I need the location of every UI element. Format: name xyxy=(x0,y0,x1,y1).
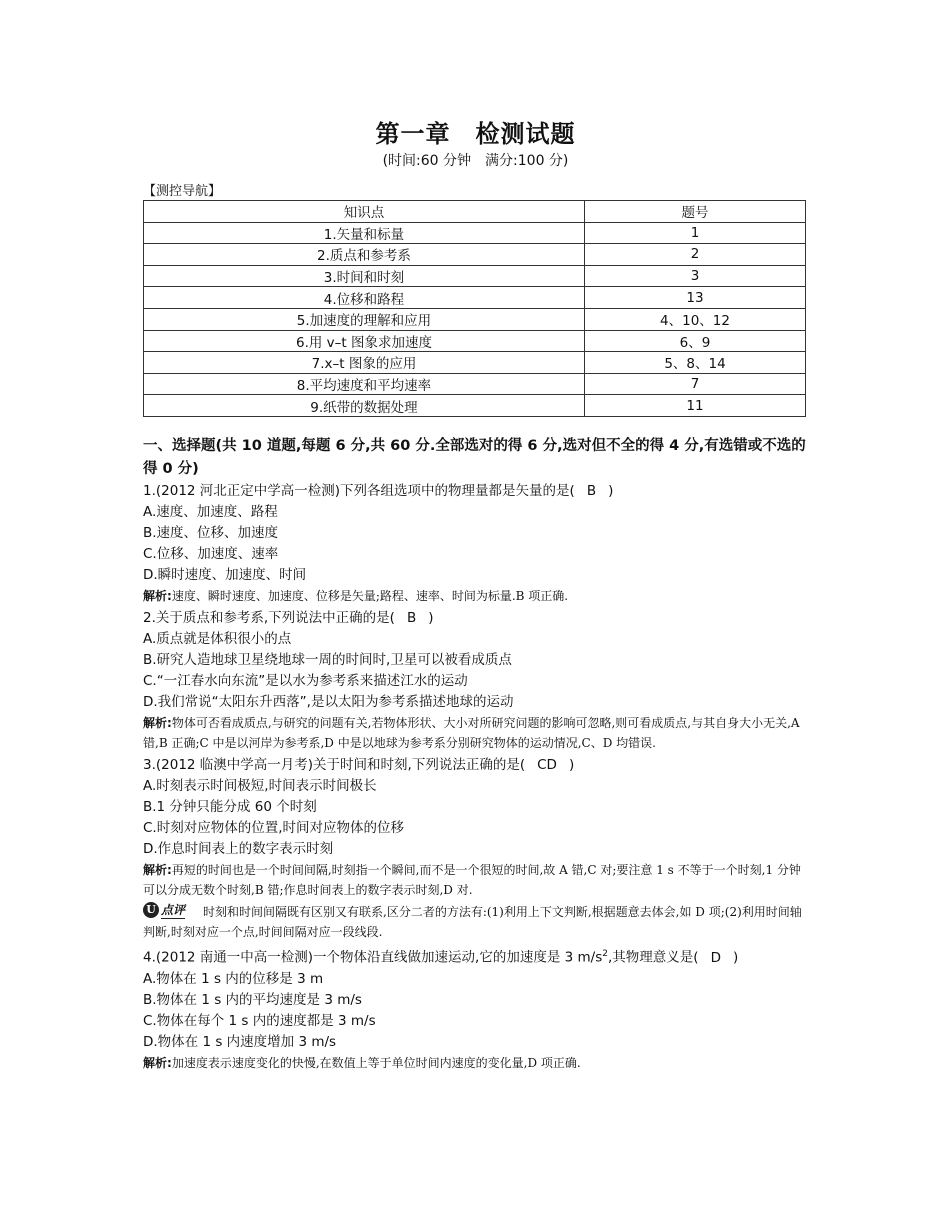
question-text: 4.(2012 南通一中高一检测)一个物体沿直线做加速运动,它的加速度是 3 m/s xyxy=(143,949,603,966)
explanation-label: 解析: xyxy=(143,716,172,731)
question-text: 1.(2012 河北正定中学高一检测)下列各组选项中的物理量都是矢量的是( xyxy=(143,482,575,499)
option-b: B.研究人造地球卫星绕地球一周的时间时,卫星可以被看成质点 xyxy=(143,652,512,669)
option-c: C.“一江春水向东流”是以水为参考系来描述江水的运动 xyxy=(143,673,468,690)
option-b: B.物体在 1 s 内的平均速度是 3 m/s xyxy=(143,991,362,1008)
comment-badge-text: 点评 xyxy=(161,903,186,918)
option-d: D.物体在 1 s 内速度增加 3 m/s xyxy=(143,1033,337,1050)
numbers-cell: 1 xyxy=(585,222,806,244)
table-row xyxy=(144,352,806,374)
option-a: A.速度、加速度、路程 xyxy=(143,503,278,520)
topic-cell: 2.质点和参考系 xyxy=(144,244,585,266)
document-page xyxy=(143,118,808,1075)
paren-close: ) xyxy=(608,482,614,499)
table-row xyxy=(144,287,806,309)
question-text: 3.(2012 临澳中学高一月考)关于时间和时刻,下列说法正确的是( xyxy=(143,757,526,774)
question-2-stem xyxy=(143,608,808,629)
question-3-stem xyxy=(143,755,808,776)
superscript: 2 xyxy=(602,949,608,960)
option-c: C.位移、加速度、速率 xyxy=(143,545,279,562)
option-d: D.瞬时速度、加速度、时间 xyxy=(143,566,307,583)
option-d: D.作息时间表上的数字表示时刻 xyxy=(143,841,334,858)
topic-cell: 1.矢量和标量 xyxy=(144,222,585,244)
question-text-tail: ,其物理意义是( xyxy=(608,949,699,966)
knowledge-table xyxy=(143,200,806,417)
explanation xyxy=(143,1054,808,1074)
topic-cell: 7.x–t 图象的应用 xyxy=(144,352,585,374)
numbers-cell: 5、8、14 xyxy=(585,352,806,374)
option-b: B.1 分钟只能分成 60 个时刻 xyxy=(143,799,317,816)
table-row xyxy=(144,330,806,352)
page-subtitle: (时间:60 分钟 满分:100 分) xyxy=(382,153,569,169)
comment-badge-letter: U xyxy=(143,902,159,918)
topic-cell: 8.平均速度和平均速率 xyxy=(144,373,585,395)
topic-cell: 5.加速度的理解和应用 xyxy=(144,308,585,330)
numbers-cell: 3 xyxy=(585,265,806,287)
table-header-row xyxy=(144,201,806,223)
question-text: 2.关于质点和参考系,下列说法中正确的是( xyxy=(143,610,395,627)
option-a: A.时刻表示时间极短,时间表示时间极长 xyxy=(143,778,377,795)
numbers-cell: 6、9 xyxy=(585,330,806,352)
table-row xyxy=(144,308,806,330)
table-row xyxy=(144,222,806,244)
answer: CD xyxy=(537,757,557,774)
column-header-topic: 知识点 xyxy=(144,201,585,223)
topic-cell: 9.纸带的数据处理 xyxy=(144,395,585,417)
explanation-text: 速度、瞬时速度、加速度、位移是矢量;路程、速率、时间为标量.B 项正确. xyxy=(171,588,569,603)
explanation-label: 解析: xyxy=(143,1055,172,1070)
numbers-cell: 2 xyxy=(585,244,806,266)
section-heading: 一、选择题(共 10 道题,每题 6 分,共 60 分.全部选对的得 6 分,选对但不全的得 4 分,有选错或不选的得 0 分) xyxy=(143,437,806,477)
paren-close: ) xyxy=(428,610,434,627)
numbers-cell: 4、10、12 xyxy=(585,308,806,330)
topic-cell: 3.时间和时刻 xyxy=(144,265,585,287)
table-row xyxy=(144,373,806,395)
question-1-stem xyxy=(143,481,808,502)
explanation-label: 解析: xyxy=(143,588,172,603)
topic-cell: 4.位移和路程 xyxy=(144,287,585,309)
answer: B xyxy=(586,482,597,499)
nav-heading: 【测控导航】 xyxy=(143,184,222,199)
numbers-cell: 7 xyxy=(585,373,806,395)
option-d: D.我们常说“太阳东升西落”,是以太阳为参考系描述地球的运动 xyxy=(143,694,514,711)
explanation-label: 解析: xyxy=(143,863,172,878)
answer: B xyxy=(406,610,417,627)
table-row xyxy=(144,395,806,417)
numbers-cell: 13 xyxy=(585,287,806,309)
explanation-text: 物体可否看成质点,与研究的问题有关,若物体形状、大小对所研究问题的影响可忽略,则可看成质点,与其自身大小无关,A 错,B 正确;C 中是以河岸为参考系,D 中是以地球为参考系分别研究物体的运动情况,C、D 均错误. xyxy=(143,716,800,750)
option-c: C.物体在每个 1 s 内的速度都是 3 m/s xyxy=(143,1012,376,1029)
table-row xyxy=(144,244,806,266)
explanation-text: 再短的时间也是一个时间间隔,时刻指一个瞬间,而不是一个很短的时间,故 A 错,C 对;要注意 1 s 不等于一个时刻,1 分钟可以分成无数个时刻,B 错;作息时间表上的数字表示时刻,D 对. xyxy=(143,863,801,897)
numbers-cell: 11 xyxy=(585,395,806,417)
column-header-numbers: 题号 xyxy=(585,201,806,223)
page-title: 第一章 检测试题 xyxy=(375,120,576,148)
comment-text: 时刻和时间间隔既有区别又有联系,区分二者的方法有:(1)利用上下文判断,根据题意去体会,如 D 项;(2)利用时间轴判断,时刻对应一个点,时间间隔对应一段线段. xyxy=(143,905,802,939)
comment-badge-icon xyxy=(143,902,195,919)
table-row xyxy=(144,265,806,287)
explanation xyxy=(143,714,808,753)
explanation xyxy=(143,587,808,607)
option-b: B.速度、位移、加速度 xyxy=(143,524,279,541)
topic-cell: 6.用 v–t 图象求加速度 xyxy=(144,330,585,352)
question-4-stem xyxy=(143,944,808,969)
explanation xyxy=(143,861,808,900)
option-a: A.质点就是体积很小的点 xyxy=(143,631,292,648)
paren-close: ) xyxy=(568,757,575,774)
answer: D xyxy=(710,949,721,966)
paren-close: ) xyxy=(732,949,739,966)
option-a: A.物体在 1 s 内的位移是 3 m xyxy=(143,970,324,987)
option-c: C.时刻对应物体的位置,时间对应物体的位移 xyxy=(143,820,405,837)
explanation-text: 加速度表示速度变化的快慢,在数值上等于单位时间内速度的变化量,D 项正确. xyxy=(171,1055,581,1070)
comment xyxy=(143,902,808,942)
